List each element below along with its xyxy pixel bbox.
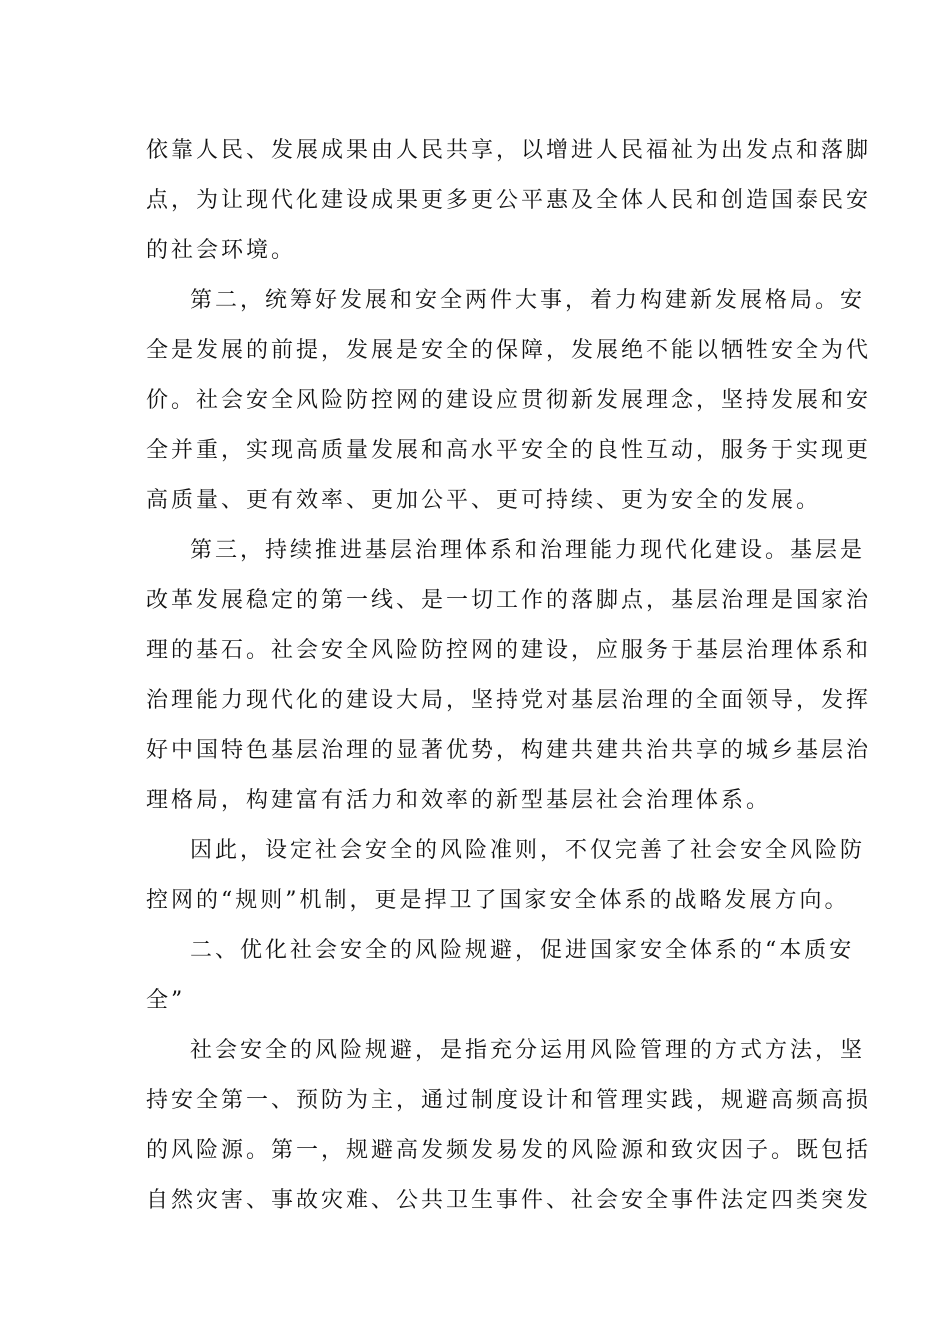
text-line: 控网的“规则”机制，更是捍卫了国家安全体系的战略发展方向。: [146, 888, 850, 913]
text-line: 全”: [146, 988, 186, 1013]
text-line: 二、优化社会安全的风险规避，促进国家安全体系的“本质安: [190, 938, 855, 963]
text-line: 价。社会安全风险防控网的建设应贯彻新发展理念，坚持发展和安: [146, 388, 872, 413]
section-heading: [146, 926, 855, 1026]
paragraph-6: [146, 1026, 872, 1226]
text-line: 第二，统筹好发展和安全两件大事，着力构建新发展格局。安: [190, 288, 866, 313]
text-line: 好中国特色基层治理的显著优势，构建共建共治共享的城乡基层治: [146, 738, 872, 763]
text-line: 高质量、更有效率、更加公平、更可持续、更为安全的发展。: [146, 488, 822, 513]
paragraph-2: [146, 276, 872, 526]
text-line: 改革发展稳定的第一线、是一切工作的落脚点，基层治理是国家治: [146, 588, 872, 613]
text-line: 全并重，实现高质量发展和高水平安全的良性互动，服务于实现更: [146, 438, 872, 463]
text-line: 的风险源。第一，规避高发频发易发的风险源和致灾因子。既包括: [146, 1138, 872, 1163]
text-line: 依靠人民、发展成果由人民共享，以增进人民福祉为出发点和落脚: [146, 138, 872, 163]
text-line: 点，为让现代化建设成果更多更公平惠及全体人民和创造国泰民安: [146, 188, 872, 213]
text-line: 社会安全的风险规避，是指充分运用风险管理的方式方法，坚: [190, 1038, 866, 1063]
paragraph-3: [146, 526, 872, 826]
document-page: [146, 126, 872, 1226]
paragraph-1: [146, 126, 872, 276]
text-line: 持安全第一、预防为主，通过制度设计和管理实践，规避高频高损: [146, 1088, 872, 1113]
text-line: 的社会环境。: [146, 238, 297, 263]
text-line: 自然灾害、事故灾难、公共卫生事件、社会安全事件法定四类突发: [146, 1188, 872, 1213]
text-line: 第三，持续推进基层治理体系和治理能力现代化建设。基层是: [190, 538, 866, 563]
text-line: 全是发展的前提，发展是安全的保障，发展绝不能以牺牲安全为代: [146, 338, 872, 363]
text-line: 理格局，构建富有活力和效率的新型基层社会治理体系。: [146, 788, 772, 813]
text-line: 理的基石。社会安全风险防控网的建设，应服务于基层治理体系和: [146, 638, 872, 663]
text-line: 治理能力现代化的建设大局，坚持党对基层治理的全面领导，发挥: [146, 688, 872, 713]
text-line: 因此，设定社会安全的风险准则，不仅完善了社会安全风险防: [190, 838, 866, 863]
paragraph-4: [146, 826, 866, 926]
